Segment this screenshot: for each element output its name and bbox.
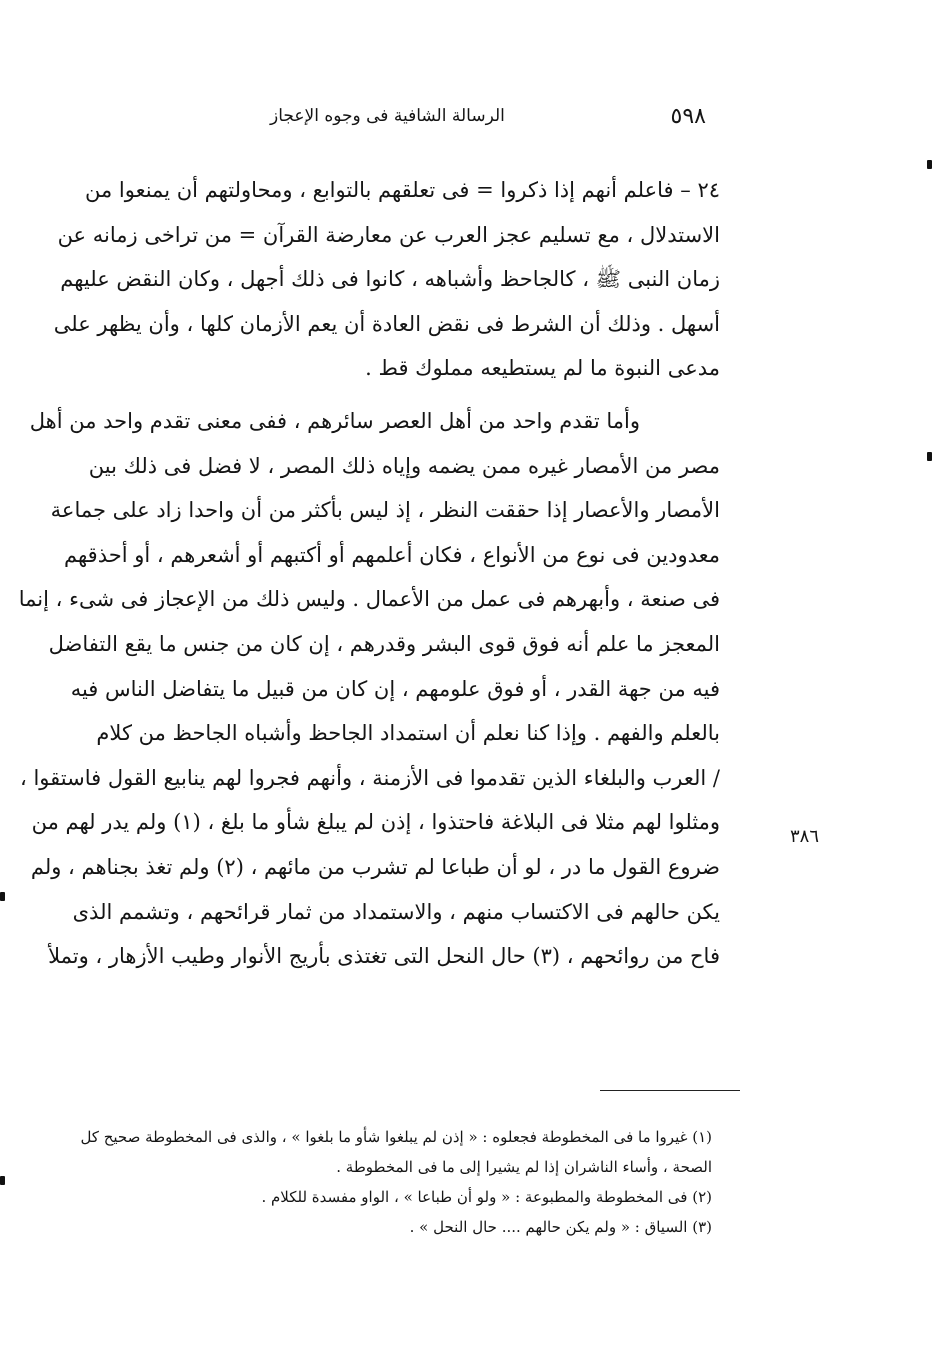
running-title: الرسالة الشافية فى وجوه الإعجاز — [270, 106, 505, 126]
footnotes — [80, 1122, 712, 1242]
paragraph-gap — [80, 391, 720, 399]
text-line: مصر من الأمصار غيره ممن يضمه وإياه ذلك المصر ، لا فضل فى ذلك بين — [88, 453, 720, 478]
text-line: ٢٤ – فاعلم أنهم إذا ذكروا = فى تعلقهم بالتوابع ، ومحاولتهم أن يمنعوا من — [85, 178, 720, 202]
text-line: مدعى النبوة ما لم يستطيعه مملوك قط . — [365, 356, 720, 381]
footnote-continuation: الصحة ، وأساء الناشران إذا لم يشيرا إلى ما فى المخطوطة . — [336, 1158, 712, 1176]
text-line: ضروع القول ما در ، لو أن طباعا لم تشرب من مائهم ، (٢) ولم تغذ بجناهم ، ولم — [30, 854, 720, 879]
text-line: زمان النبى ﷺ ، كالجاحظ وأشباهه ، كانوا فى ذلك أجهل ، وكان النقض عليهم — [60, 267, 720, 292]
text-line: فاح من روائحهم ، (٣) حال النحل التى تغتذى بأريج الأنوار وطيب الأزهار ، وتملأ — [48, 944, 720, 969]
footnote: (١) غيروا ما فى المخطوطة فجعلوه : « إذن لم يبلغوا شأو ما بلغوا » ، والذى فى المخطوطة صحيح كل — [80, 1128, 712, 1146]
text-line: فى صنعة ، وأبهرهم فى عمل من الأعمال . وليس ذلك من الإعجاز فى شىء ، إنما — [18, 587, 720, 612]
text-line: أسهل . وذلك أن الشرط فى نقض العادة أن يعم الأزمان كلها ، وأن يظهر على — [53, 311, 720, 336]
footnote: (٣) السياق : « ولم يكن حالهم .... حال النحل » . — [409, 1218, 712, 1236]
page-number: ٥٩٨ — [670, 104, 706, 129]
text-line: الأمصار والأعصار إذا حققت النظر ، إذ ليس بأكثر من أن واحدا زاد على جماعة — [50, 498, 720, 523]
text-line: ومثلوا لهم مثلا فى البلاغة فاحتذوا ، إذن لم يبلغ شأو ما بلغ ، (١) ولم يدر لهم من — [31, 810, 720, 835]
footnote: (٢) فى المخطوطة والمطبوعة : « ولو أن طباعا » ، الواو مفسدة للكلام . — [261, 1188, 712, 1206]
text-line: فيه من جهة القدر ، أو فوق علومهم ، إن كان من قبيل ما يتفاضل الناس فيه — [70, 676, 720, 701]
text-line: بالعلم والفهم . وإذا كنا نعلم أن استمداد الجاحظ وأشباه الجاحظ من كلام — [96, 721, 720, 746]
text-line: / العرب والبلغاء الذين تقدموا فى الأزمنة ، وأنهم فجروا لهم ينابيع القول فاستقوا ، — [20, 765, 720, 790]
text-line: المعجز ما علم أنه فوق قوى البشر وقدرهم ، إن كان من جنس ما يقع التفاضل — [48, 631, 720, 656]
page-header — [270, 104, 706, 140]
scan-edge-mark — [0, 892, 5, 901]
scan-edge-mark — [927, 452, 932, 461]
footnote-separator — [600, 1090, 740, 1091]
margin-page-reference: ٣٨٦ — [790, 826, 820, 847]
main-text — [18, 168, 720, 979]
text-line: وأما تقدم واحد من أهل العصر سائرهم ، ففى معنى تقدم واحد من أهل — [29, 408, 640, 433]
text-line: معدودين فى نوع من الأنواع ، فكان أعلمهم أو أكتبهم أو أشعرهم ، أو أحذقهم — [64, 542, 720, 567]
text-line: يكن حالهم فى الاكتساب منهم ، والاستمداد من ثمار قرائحهم ، وتشمم الذى — [72, 899, 720, 924]
scan-edge-mark — [927, 160, 932, 169]
text-line: الاستدلال ، مع تسليم عجز العرب عن معارضة القرآن = من تراخى زمانه عن — [57, 222, 720, 247]
scan-edge-mark — [0, 1176, 5, 1185]
